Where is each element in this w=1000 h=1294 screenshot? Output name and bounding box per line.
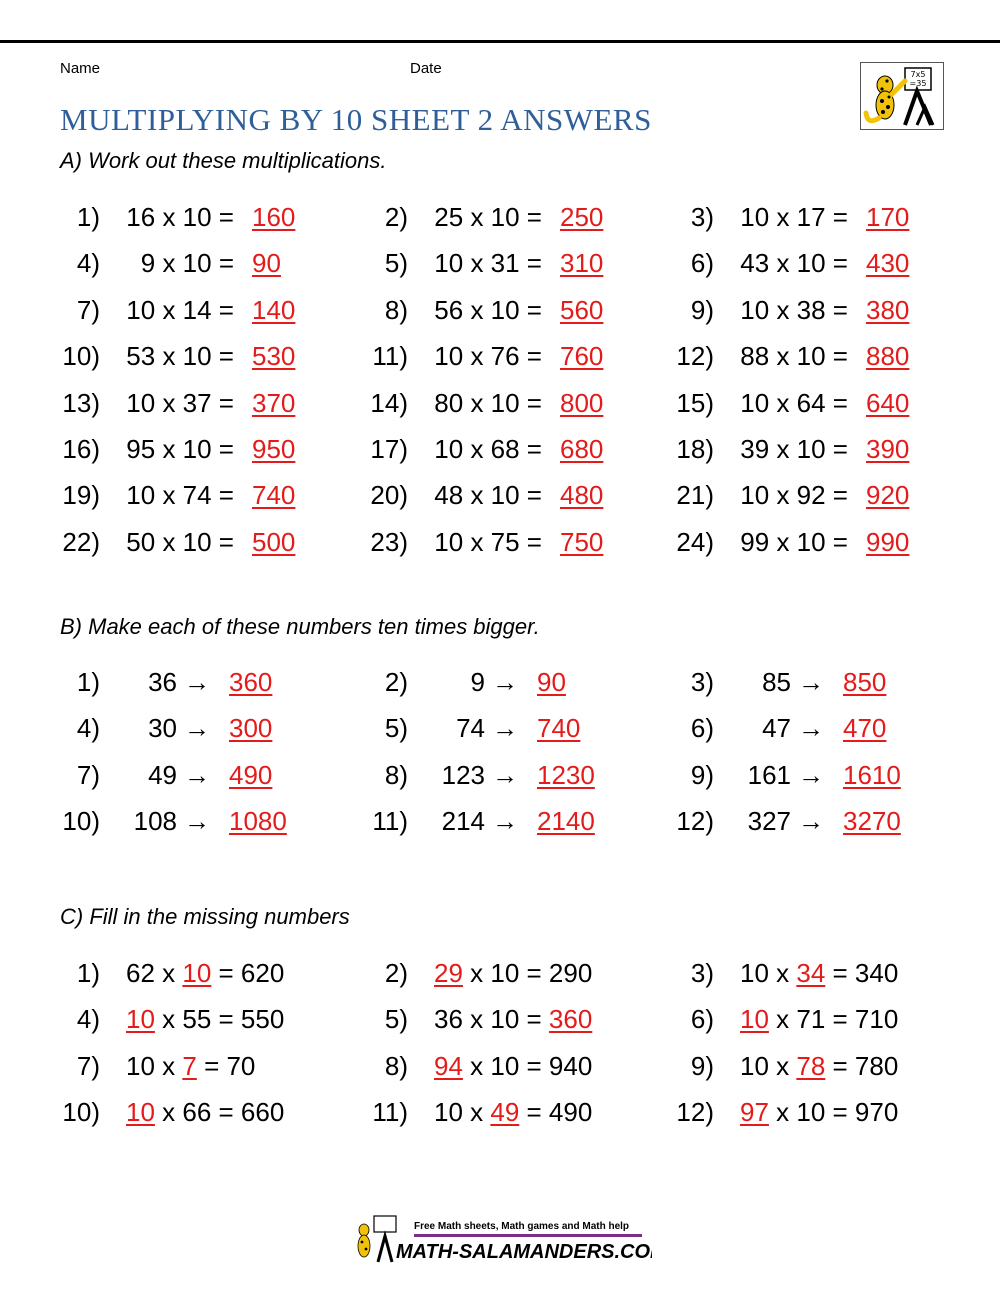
multiplication-problem bbox=[52, 246, 342, 280]
svg-text:=35: =35 bbox=[909, 79, 927, 88]
answer-value: 140 bbox=[252, 294, 296, 325]
problem-expression: 10 x 17 = bbox=[740, 202, 848, 232]
answer-value: 480 bbox=[560, 480, 604, 511]
problem-number: 6) bbox=[690, 248, 714, 279]
equation-text: 10 x bbox=[126, 1050, 183, 1081]
arrow-icon: → bbox=[492, 667, 518, 697]
problem-expression: 43 x 10 = bbox=[740, 248, 848, 279]
problem-equation bbox=[126, 1049, 255, 1083]
problem-expression: 16 x 10 = bbox=[126, 202, 234, 232]
section-b-instruction: B) Make each of these numbers ten times bigger. bbox=[60, 614, 540, 639]
problem-expression: 95 x 10 = bbox=[126, 434, 234, 464]
problem-equation bbox=[434, 1095, 592, 1129]
times-ten-problem bbox=[666, 804, 956, 838]
start-number: 108 bbox=[133, 805, 177, 836]
answer-value: 390 bbox=[866, 434, 910, 464]
answer-value: 430 bbox=[866, 248, 910, 279]
answer-value: 850 bbox=[843, 667, 887, 697]
start-number: 123 bbox=[441, 759, 485, 790]
salamander-logo-icon bbox=[861, 63, 943, 129]
problem-number: 5) bbox=[384, 713, 408, 744]
problem-number: 21) bbox=[676, 480, 714, 511]
problem-expression: 10 x 38 = bbox=[740, 294, 848, 325]
problem-equation bbox=[126, 1002, 284, 1036]
answer-value: 680 bbox=[560, 434, 604, 464]
problem-expression: 10 x 14 = bbox=[126, 294, 234, 325]
answer-value: 90 bbox=[537, 667, 566, 697]
problem-number: 1) bbox=[76, 667, 100, 697]
problem-number: 15) bbox=[676, 387, 714, 418]
equation-text: = 620 bbox=[211, 958, 285, 988]
times-ten-problem bbox=[666, 711, 956, 745]
problem-number: 24) bbox=[676, 526, 714, 557]
multiplication-problem bbox=[666, 200, 956, 234]
problem-equation bbox=[434, 1002, 592, 1036]
answer-value: 740 bbox=[537, 713, 581, 744]
problem-expression: 10 x 31 = bbox=[434, 248, 542, 279]
multiplication-problem bbox=[360, 339, 650, 373]
footer-tagline: Free Math sheets, Math games and Math help bbox=[414, 1221, 630, 1232]
arrow-icon: → bbox=[492, 805, 518, 836]
missing-number-problem bbox=[52, 1002, 352, 1036]
problem-expression: 9 x 10 = bbox=[140, 248, 234, 279]
problem-number: 8) bbox=[384, 1050, 408, 1081]
answer-value: 880 bbox=[866, 341, 910, 372]
multiplication-problem bbox=[666, 339, 956, 373]
answer-value: 760 bbox=[560, 341, 604, 372]
answer-value: 1230 bbox=[537, 759, 595, 790]
answer-value: 97 bbox=[740, 1096, 769, 1127]
arrow-icon: → bbox=[492, 713, 518, 744]
equation-text: = 340 bbox=[825, 958, 899, 988]
missing-number-problem bbox=[360, 1095, 660, 1129]
problem-number: 4) bbox=[76, 713, 100, 744]
multiplication-problem bbox=[52, 293, 342, 327]
start-number: 161 bbox=[747, 759, 791, 790]
answer-value: 10 bbox=[740, 1004, 769, 1035]
answer-value: 34 bbox=[796, 958, 826, 988]
answer-value: 360 bbox=[229, 667, 273, 697]
missing-number-problem bbox=[52, 1095, 352, 1129]
multiplication-problem bbox=[52, 200, 342, 234]
problem-number: 8) bbox=[384, 294, 408, 325]
problem-equation bbox=[126, 956, 284, 990]
salamander-logo bbox=[860, 62, 944, 130]
problem-number: 4) bbox=[76, 1004, 100, 1035]
answer-value: 740 bbox=[252, 480, 296, 511]
multiplication-problem bbox=[52, 339, 342, 373]
problem-number: 7) bbox=[76, 294, 100, 325]
answer-value: 950 bbox=[252, 434, 296, 464]
answer-value: 380 bbox=[866, 294, 910, 325]
problem-number: 20) bbox=[370, 480, 408, 511]
start-number: 30 bbox=[148, 713, 177, 744]
equation-text: x 10 = 940 bbox=[462, 1050, 593, 1081]
missing-number-problem bbox=[666, 1095, 966, 1129]
start-number: 85 bbox=[762, 667, 791, 697]
equation-text: x 10 = 290 bbox=[462, 958, 593, 988]
arrow-icon: → bbox=[184, 667, 210, 697]
missing-number-problem bbox=[52, 956, 352, 990]
multiplication-problem bbox=[52, 432, 342, 466]
problem-number: 2) bbox=[384, 958, 408, 988]
times-ten-problem bbox=[52, 804, 342, 838]
answer-value: 90 bbox=[252, 248, 281, 279]
page-title: MULTIPLYING BY 10 SHEET 2 ANSWERS bbox=[60, 102, 652, 137]
footer-salamander-icon bbox=[352, 1212, 652, 1268]
times-ten-problem bbox=[666, 758, 956, 792]
footer-site: MATH-SALAMANDERS.COM bbox=[396, 1241, 652, 1263]
answer-value: 3270 bbox=[843, 805, 901, 836]
problem-number: 19) bbox=[62, 480, 100, 511]
equation-text: x 55 = 550 bbox=[154, 1004, 285, 1035]
answer-value: 29 bbox=[434, 958, 463, 988]
problem-number: 12) bbox=[676, 805, 714, 836]
answer-value: 300 bbox=[229, 713, 273, 744]
problem-expression: 39 x 10 = bbox=[740, 434, 848, 464]
problem-number: 14) bbox=[370, 387, 408, 418]
problem-number: 7) bbox=[76, 1050, 100, 1081]
answer-value: 49 bbox=[490, 1096, 520, 1127]
problem-number: 1) bbox=[76, 202, 100, 232]
multiplication-problem bbox=[666, 478, 956, 512]
problem-number: 13) bbox=[62, 387, 100, 418]
multiplication-problem bbox=[360, 432, 650, 466]
answer-value: 500 bbox=[252, 526, 296, 557]
problem-number: 17) bbox=[370, 434, 408, 464]
section-a-instruction: A) Work out these multiplications. bbox=[60, 148, 387, 173]
problem-equation bbox=[126, 1095, 284, 1129]
problem-number: 12) bbox=[676, 341, 714, 372]
missing-number-problem bbox=[666, 1002, 966, 1036]
problem-number: 4) bbox=[76, 248, 100, 279]
problem-expression: 10 x 76 = bbox=[434, 341, 542, 372]
answer-value: 7 bbox=[182, 1050, 197, 1081]
problem-number: 12) bbox=[676, 1096, 714, 1127]
problem-equation bbox=[740, 956, 898, 990]
start-number: 36 bbox=[148, 667, 177, 697]
times-ten-problem bbox=[52, 758, 342, 792]
answer-value: 170 bbox=[866, 202, 910, 232]
times-ten-problem bbox=[52, 711, 342, 745]
times-ten-problem bbox=[360, 804, 650, 838]
name-label: Name bbox=[60, 60, 101, 77]
equation-text: = 780 bbox=[825, 1050, 899, 1081]
problem-equation bbox=[740, 1002, 898, 1036]
problem-expression: 10 x 37 = bbox=[126, 387, 234, 418]
missing-number-problem bbox=[666, 1049, 966, 1083]
problem-number: 16) bbox=[62, 434, 100, 464]
problem-number: 3) bbox=[690, 202, 714, 232]
equation-text: 62 x bbox=[126, 958, 183, 988]
problem-number: 3) bbox=[690, 667, 714, 697]
problem-expression: 10 x 92 = bbox=[740, 480, 848, 511]
answer-value: 160 bbox=[252, 202, 296, 232]
multiplication-problem bbox=[666, 432, 956, 466]
answer-value: 78 bbox=[796, 1050, 826, 1081]
problem-number: 9) bbox=[690, 1050, 714, 1081]
answer-value: 1610 bbox=[843, 759, 901, 790]
equation-text: 10 x bbox=[434, 1096, 491, 1127]
equation-text: 10 x bbox=[740, 958, 797, 988]
answer-value: 750 bbox=[560, 526, 604, 557]
answer-value: 250 bbox=[560, 202, 604, 232]
problem-expression: 25 x 10 = bbox=[434, 202, 542, 232]
problem-expression: 50 x 10 = bbox=[126, 526, 234, 557]
problem-number: 22) bbox=[62, 526, 100, 557]
problem-number: 11) bbox=[372, 341, 408, 372]
answer-value: 530 bbox=[252, 341, 296, 372]
problem-equation bbox=[740, 1049, 898, 1083]
problem-number: 9) bbox=[690, 294, 714, 325]
answer-value: 10 bbox=[126, 1096, 155, 1127]
problem-equation bbox=[740, 1095, 898, 1129]
multiplication-problem bbox=[360, 293, 650, 327]
equation-text: 36 x 10 = bbox=[434, 1004, 549, 1035]
answer-value: 310 bbox=[560, 248, 604, 279]
problem-number: 10) bbox=[62, 1096, 100, 1127]
problem-equation bbox=[434, 1049, 592, 1083]
times-ten-problem bbox=[360, 758, 650, 792]
multiplication-problem bbox=[360, 246, 650, 280]
problem-number: 2) bbox=[384, 202, 408, 232]
answer-value: 470 bbox=[843, 713, 887, 744]
answer-value: 800 bbox=[560, 387, 604, 418]
start-number: 49 bbox=[148, 759, 177, 790]
multiplication-problem bbox=[666, 293, 956, 327]
problem-number: 11) bbox=[372, 805, 408, 836]
arrow-icon: → bbox=[798, 667, 824, 697]
arrow-icon: → bbox=[798, 713, 824, 744]
problem-number: 18) bbox=[676, 434, 714, 464]
answer-value: 920 bbox=[866, 480, 910, 511]
problem-equation bbox=[434, 956, 592, 990]
problem-expression: 56 x 10 = bbox=[434, 294, 542, 325]
answer-value: 640 bbox=[866, 387, 910, 418]
missing-number-problem bbox=[666, 956, 966, 990]
start-number: 327 bbox=[747, 805, 791, 836]
answer-value: 990 bbox=[866, 526, 910, 557]
answer-value: 370 bbox=[252, 387, 296, 418]
start-number: 214 bbox=[441, 805, 485, 836]
equation-text: = 70 bbox=[196, 1050, 256, 1081]
times-ten-problem bbox=[666, 665, 956, 699]
problem-expression: 10 x 74 = bbox=[126, 480, 234, 511]
equation-text: x 10 = 970 bbox=[768, 1096, 899, 1127]
top-rule bbox=[0, 40, 1000, 43]
answer-value: 1080 bbox=[229, 805, 287, 836]
answer-value: 94 bbox=[434, 1050, 463, 1081]
missing-number-problem bbox=[360, 956, 660, 990]
problem-expression: 80 x 10 = bbox=[434, 387, 542, 418]
arrow-icon: → bbox=[798, 805, 824, 836]
equation-text: x 66 = 660 bbox=[154, 1096, 285, 1127]
arrow-icon: → bbox=[184, 759, 210, 790]
problem-number: 2) bbox=[384, 667, 408, 697]
multiplication-problem bbox=[666, 525, 956, 559]
problem-expression: 99 x 10 = bbox=[740, 526, 848, 557]
problem-number: 7) bbox=[76, 759, 100, 790]
problem-number: 6) bbox=[690, 713, 714, 744]
answer-value: 360 bbox=[548, 1004, 593, 1035]
multiplication-problem bbox=[52, 386, 342, 420]
answer-value: 2140 bbox=[537, 805, 595, 836]
problem-number: 23) bbox=[370, 526, 408, 557]
problem-number: 10) bbox=[62, 805, 100, 836]
start-number: 9 bbox=[470, 667, 485, 697]
multiplication-problem bbox=[666, 246, 956, 280]
problem-number: 11) bbox=[372, 1096, 408, 1127]
problem-expression: 53 x 10 = bbox=[126, 341, 234, 372]
problem-number: 5) bbox=[384, 1004, 408, 1035]
footer-logo bbox=[352, 1212, 652, 1268]
problem-number: 3) bbox=[690, 958, 714, 988]
start-number: 74 bbox=[456, 713, 485, 744]
problem-number: 5) bbox=[384, 248, 408, 279]
problem-expression: 48 x 10 = bbox=[434, 480, 542, 511]
answer-value: 10 bbox=[126, 1004, 155, 1035]
times-ten-problem bbox=[360, 665, 650, 699]
section-c-instruction: C) Fill in the missing numbers bbox=[60, 904, 350, 929]
problem-number: 9) bbox=[690, 759, 714, 790]
problem-expression: 10 x 64 = bbox=[740, 387, 848, 418]
answer-value: 560 bbox=[560, 294, 604, 325]
svg-text:7x5: 7x5 bbox=[910, 70, 926, 79]
problem-expression: 10 x 68 = bbox=[434, 434, 542, 464]
problem-number: 1) bbox=[76, 958, 100, 988]
arrow-icon: → bbox=[798, 759, 824, 790]
problem-number: 6) bbox=[690, 1004, 714, 1035]
problem-number: 8) bbox=[384, 759, 408, 790]
missing-number-problem bbox=[52, 1049, 352, 1083]
problem-expression: 88 x 10 = bbox=[740, 341, 848, 372]
times-ten-problem bbox=[52, 665, 342, 699]
multiplication-problem bbox=[360, 200, 650, 234]
problem-expression: 10 x 75 = bbox=[434, 526, 542, 557]
problem-number: 10) bbox=[62, 341, 100, 372]
arrow-icon: → bbox=[184, 713, 210, 744]
multiplication-problem bbox=[666, 386, 956, 420]
answer-value: 490 bbox=[229, 759, 273, 790]
start-number: 47 bbox=[762, 713, 791, 744]
arrow-icon: → bbox=[184, 805, 210, 836]
multiplication-problem bbox=[52, 478, 342, 512]
answer-value: 10 bbox=[182, 958, 212, 988]
missing-number-problem bbox=[360, 1002, 660, 1036]
equation-text: x 71 = 710 bbox=[768, 1004, 899, 1035]
multiplication-problem bbox=[360, 478, 650, 512]
multiplication-problem bbox=[360, 525, 650, 559]
equation-text: 10 x bbox=[740, 1050, 797, 1081]
equation-text: = 490 bbox=[519, 1096, 593, 1127]
multiplication-problem bbox=[52, 525, 342, 559]
times-ten-problem bbox=[360, 711, 650, 745]
multiplication-problem bbox=[360, 386, 650, 420]
date-label: Date bbox=[410, 60, 442, 77]
missing-number-problem bbox=[360, 1049, 660, 1083]
arrow-icon: → bbox=[492, 759, 518, 790]
